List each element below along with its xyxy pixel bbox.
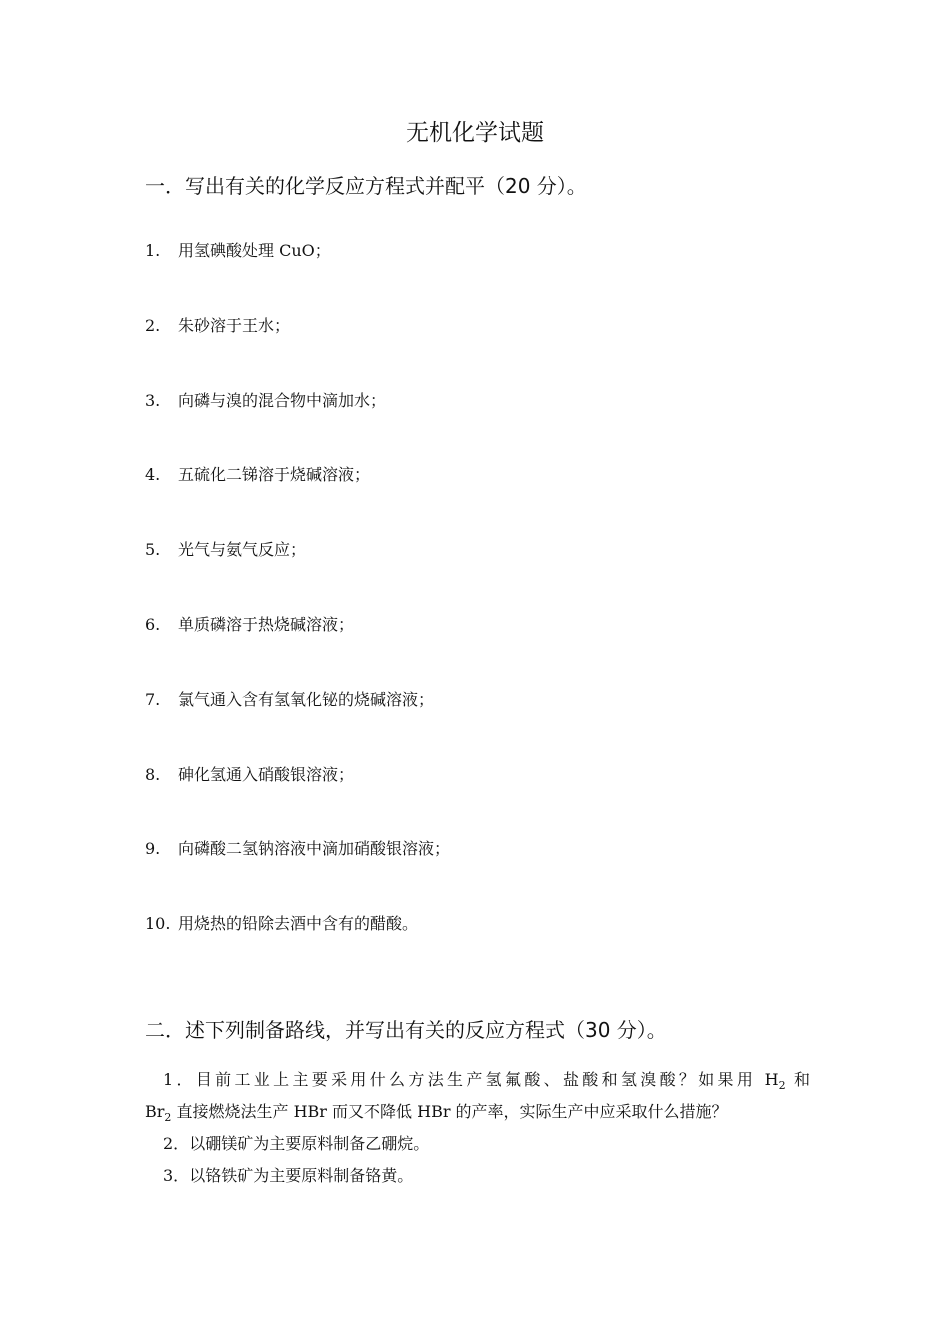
question-item: [145, 612, 450, 687]
question-text: 光气与氨气反应；: [178, 540, 307, 560]
question-item: [145, 687, 450, 762]
question-item: [145, 313, 450, 388]
question-number: 5.: [145, 540, 161, 560]
question-text: 氯气通入含有氢氧化铋的烧碱溶液；: [178, 689, 435, 709]
question-text: 用氢碘酸处理 CuO；: [178, 241, 331, 260]
question-item: [145, 1128, 810, 1160]
question-item: [145, 1160, 810, 1192]
question-number: 1.: [145, 241, 161, 260]
section-1-question-list: [145, 238, 450, 986]
question-text: 以硼镁矿为主要原料制备乙硼烷。: [189, 1134, 430, 1153]
question-text: 单质磷溶于热烧碱溶液；: [178, 614, 355, 634]
section-1-heading: 一．写出有关的化学反应方程式并配平（20 分）。: [145, 174, 587, 198]
question-number: 3．: [163, 1166, 190, 1185]
question-text: 砷化氢通入硝酸银溶液；: [178, 764, 355, 784]
question-text: 向磷酸二氢钠溶液中滴加硝酸银溶液；: [178, 839, 451, 859]
question-item: [145, 762, 450, 837]
question-number: 8.: [145, 764, 161, 784]
question-number: 3.: [145, 390, 161, 410]
question-number: 7.: [145, 689, 161, 709]
question-text: 目前工业上主要采用什么方法生产氢氟酸、盐酸和氢溴酸？如果用: [195, 1070, 765, 1089]
formula-h2: $H_2$: [764, 1070, 786, 1092]
section-2-heading: 二．述下列制备路线，并写出有关的反应方程式（30 分）。: [145, 1018, 667, 1042]
question-item: [145, 388, 450, 463]
question-text: 和: [785, 1070, 810, 1089]
question-item: [145, 238, 450, 313]
question-text: 以铬铁矿为主要原料制备铬黄。: [189, 1166, 414, 1185]
question-number: 6.: [145, 614, 161, 634]
question-item: [145, 462, 450, 537]
question-item: [145, 1064, 810, 1128]
question-number: 9.: [145, 839, 161, 859]
page-title: 无机化学试题: [406, 120, 544, 146]
question-number: 2.: [145, 315, 161, 335]
question-number: 2．: [163, 1134, 190, 1153]
question-number: 4.: [145, 465, 161, 485]
question-number: 10.: [145, 914, 171, 934]
question-line: [145, 1096, 810, 1128]
question-number: 1．: [163, 1070, 196, 1089]
question-item: [145, 836, 450, 911]
section-2-question-list: [145, 1064, 810, 1192]
question-item: [145, 911, 450, 986]
question-text: 朱砂溶于王水；: [178, 315, 291, 335]
question-text: 五硫化二锑溶于烧碱溶液；: [178, 465, 371, 485]
question-line: [145, 1064, 810, 1096]
question-item: [145, 537, 450, 612]
formula-br2: $Br_2$: [145, 1102, 172, 1124]
question-text: 直接燃烧法生产 HBr 而又不降低 HBr 的产率，实际生产中应采取什么措施？: [171, 1102, 728, 1121]
question-text: 用烧热的铅除去酒中含有的醋酸。: [178, 914, 419, 934]
question-text: 向磷与溴的混合物中滴加水；: [178, 390, 387, 410]
